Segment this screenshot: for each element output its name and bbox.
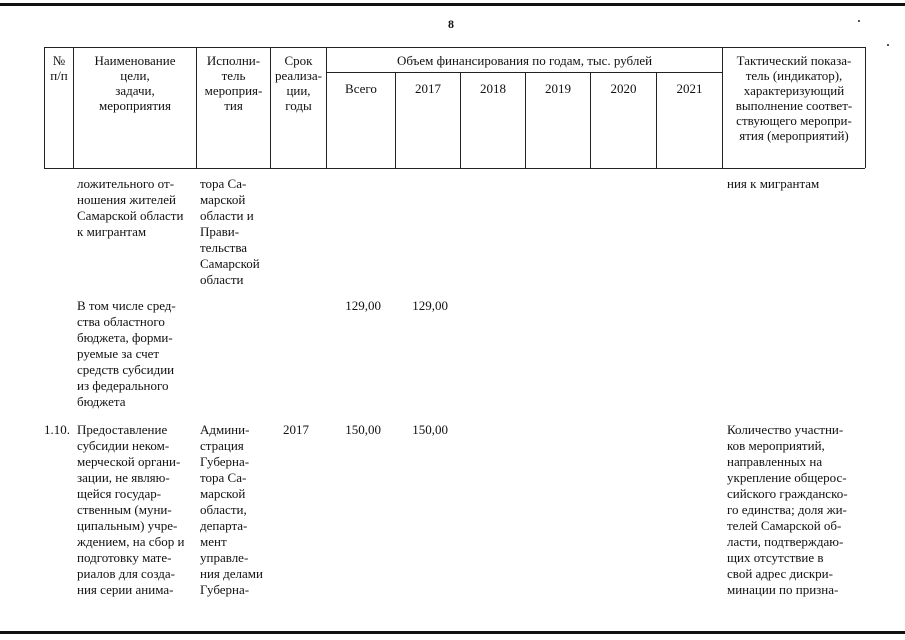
row-term: 2017 (283, 422, 309, 437)
header-col-executor: Исполни- тель мероприя- тия (204, 53, 263, 113)
header-col-total: Всего (345, 81, 377, 96)
row-name: В том числе сред- ства областного бюджета, форми- руемые за счет средств субсидии из федерального бюджета (77, 298, 176, 409)
row-name: ложительного от- ношения жителей Самарской области к мигрантам (77, 176, 184, 239)
row-2017: 150,00 (412, 422, 448, 437)
row-indicator: Количество участни- ков мероприятий, направленных на укрепление общерос- сийского гражданско- го единства; доля жи- телей Самарской об- ласти, подтверждаю- щих отсутствие в свой адрес дискри- минации по призна- (727, 422, 848, 597)
header-col-year: 2020 (610, 81, 637, 96)
row-2017: 129,00 (412, 298, 448, 313)
header-col-year: 2017 (415, 81, 441, 96)
header-col-funding: Объем финансирования по годам, тыс. рублей (396, 53, 653, 68)
row-name: Предоставление субсидии неком- мерческой органи- зации, не являю- щейся государ- ственным (муни- ципальным) учре- ждением, на сбор и подготовку мате- риалов для созда- ния серии анима- (77, 422, 185, 597)
top-border (0, 3, 905, 6)
header-col-name: Наименование цели, задачи, мероприятия (94, 53, 176, 113)
scan-speck (887, 44, 889, 46)
scan-speck (858, 20, 860, 22)
header-col-year: 2021 (676, 81, 703, 96)
row-number: 1.10. (44, 422, 70, 437)
header-col-number: № п/п (50, 53, 68, 83)
header-col-year: 2018 (480, 81, 506, 96)
row-executor: Админи- страция Губерна- тора Са- марской области, департа- мент управле- ния делами Губерна- (200, 422, 263, 597)
page-number: 8 (448, 17, 454, 31)
row-executor: тора Са- марской области и Прави- тельства Самарской области (200, 176, 260, 287)
header-col-indicator: Тактический показа- тель (индикатор), характеризующий выполнение соответ- ствующего меропри- ятия (мероприятий) (735, 53, 853, 143)
row-total: 150,00 (345, 422, 381, 437)
row-indicator: ния к мигрантам (727, 176, 820, 191)
header-col-year: 2019 (545, 81, 571, 96)
bottom-border (0, 631, 905, 634)
row-total: 129,00 (345, 298, 381, 313)
header-col-term: Срок реализа- ции, годы (275, 53, 322, 113)
